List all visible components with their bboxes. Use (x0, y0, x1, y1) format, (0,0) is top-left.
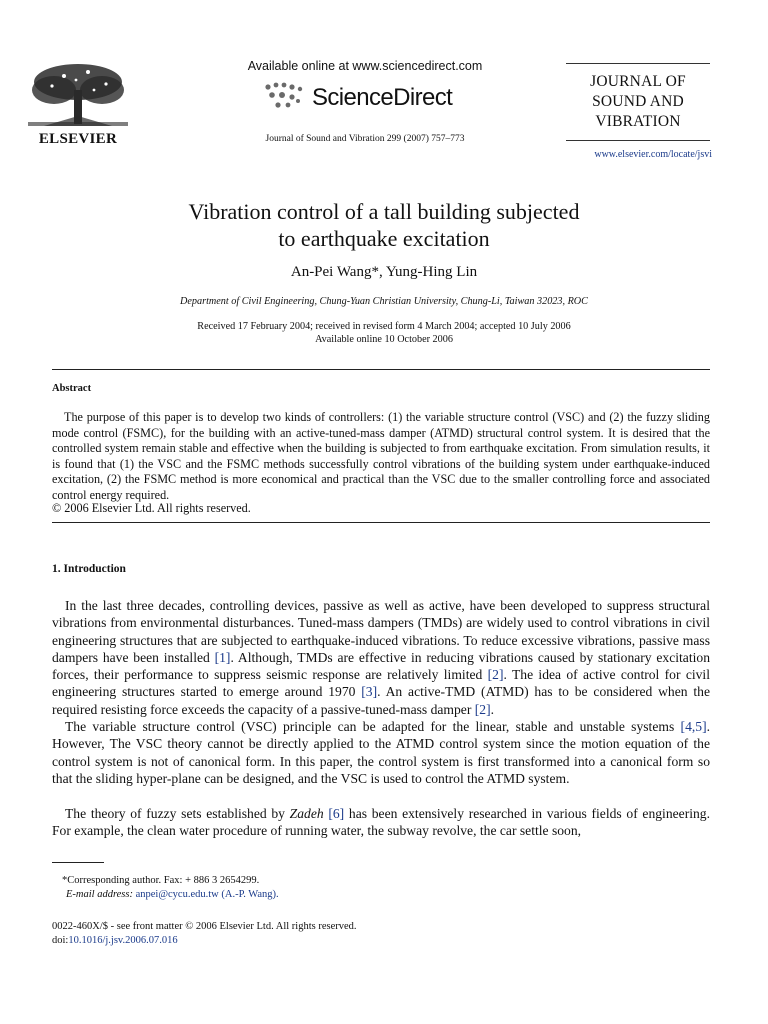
journal-url-link[interactable]: www.elsevier.com/locate/jsvi (594, 149, 712, 160)
intro-paragraph-1 (52, 597, 710, 718)
cited-author: Zadeh (289, 806, 324, 821)
paragraph-text: has been extensively researched in various fields of engineering. For example, the clean water procedure of running water, the subway revolve, the car settle soon, (52, 806, 710, 839)
paragraph-text: . (490, 701, 495, 717)
article-authors: An-Pei Wang*, Yung-Hing Lin (290, 264, 478, 280)
article-dates (60, 320, 708, 346)
received-dates: Received 17 February 2004; received in revised form 4 March 2004; accepted 10 July 2006 (197, 321, 571, 332)
available-online-text: Available online at www.sciencedirect.com (247, 59, 483, 73)
intro-paragraph-3 (52, 805, 710, 840)
journal-name-line: JOURNAL OF (590, 73, 686, 90)
paragraph-text: . The idea of active control for civil engineering structures started to emerge around 1970 (52, 667, 710, 700)
abstract-text: The purpose of this paper is to develop two kinds of controllers: (1) the variable structure control (VSC) and (2) the fuzzy sliding mode control (FSMC), for the building with an active-tuned-mass damper (ATMD) structural control system. It is desired that the controlled system remain stable and effective when the building is subjected to from earthquake excitation. From simulation results, it is found that (1) the VSC and the FSMC methods successfully control vibrations of the building system under earthquake-induced excitation, (2) the FSMC method is more economical and practical than the VSC due to the smaller controlling force and associated control energy required. (52, 410, 710, 502)
email-note (66, 888, 279, 901)
section-heading: 1. Introduction (52, 563, 126, 575)
journal-name-line: VIBRATION (595, 113, 681, 130)
paragraph-text: . An active-TMD (ATMD) has to be considered when the required resisting force exceeds the capacity of a passive-tuned-mass damper (52, 684, 710, 717)
divider (52, 369, 710, 370)
reference-link[interactable]: [4,5] (680, 719, 707, 734)
issn-line: 0022-460X/$ - see front matter © 2006 Elsevier Ltd. All rights reserved. (52, 921, 357, 932)
corresponding-author-note: *Corresponding author. Fax: + 886 3 2654299. (62, 875, 260, 886)
email-label: E-mail address: (66, 889, 133, 900)
footnote-divider (52, 862, 104, 863)
doi-line (52, 934, 178, 947)
intro-paragraph-2 (52, 718, 710, 787)
paragraph-text: . Although, TMDs are effective in reducing vibrations caused by stationary excitation forces, their performance to suppress seismic response are relatively limited (52, 649, 710, 683)
paragraph-text: . However, The VSC theory cannot be directly applied to the ATMD control system since the motion equation of the control system is not of canonical form. In this paper, the control system is first transformed into a canonical form so that the sliding hyper-plane can be designed, and the VSC is used to control the ATMD system. (52, 719, 710, 786)
title-line: Vibration control of a tall building subjected (188, 199, 580, 224)
reference-link[interactable]: [2] (474, 701, 491, 717)
email-suffix: (A.-P. Wang). (218, 889, 279, 900)
article-title (60, 198, 708, 252)
reference-link[interactable]: [3] (361, 684, 378, 700)
paragraph-text: The variable structure control (VSC) principle can be adapted for the linear, stable and unstable systems (65, 719, 681, 734)
reference-link[interactable]: [6] (328, 806, 345, 821)
journal-title-box (566, 63, 710, 141)
divider (52, 522, 710, 523)
journal-citation: Journal of Sound and Vibration 299 (2007) 757–773 (265, 134, 465, 144)
publisher-name: ELSEVIER (38, 131, 118, 147)
sciencedirect-brand: ScienceDirect (312, 84, 453, 111)
abstract-copyright: © 2006 Elsevier Ltd. All rights reserved. (52, 501, 251, 515)
reference-link[interactable]: [1] (214, 649, 231, 665)
paragraph-text: The theory of fuzzy sets established by (65, 806, 290, 821)
email-link[interactable]: anpei@cycu.edu.tw (135, 889, 219, 900)
doi-label: doi: (52, 935, 69, 946)
available-date: Available online 10 October 2006 (315, 334, 453, 345)
paragraph-text: In the last three decades, controlling devices, passive as well as active, have been developed to suppress structural vibrations from environmental disturbances. Tuned-mass dampers (TMDs) are widely used to control vibrations in civil engineering structures that are subjected to earthquake-induced vibrations. To reduce excessive vibrations, passive mass dampers have been installed (52, 598, 710, 665)
doi-link[interactable]: 10.1016/j.jsv.2006.07.016 (68, 935, 178, 946)
journal-name-line: SOUND AND (592, 93, 684, 110)
abstract-heading: Abstract (52, 383, 92, 394)
title-line: to earthquake excitation (278, 226, 490, 251)
reference-link[interactable]: [2] (487, 667, 504, 683)
author-affiliation: Department of Civil Engineering, Chung-Yuan Christian University, Chung-Li, Taiwan 32023, ROC (180, 296, 588, 307)
